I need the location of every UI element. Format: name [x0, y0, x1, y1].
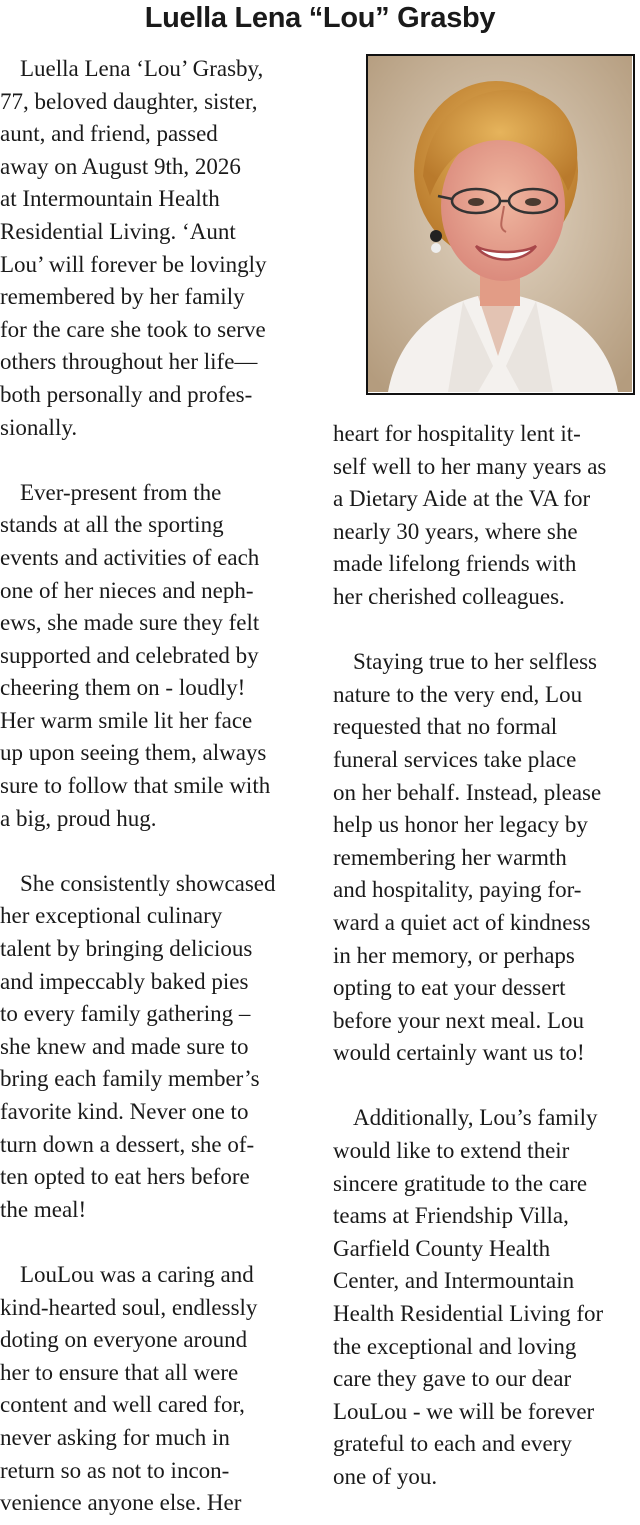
text-line: help us honor her legacy by — [333, 812, 588, 838]
text-line: stands at all the sporting — [0, 512, 224, 538]
text-line: away on August 9th, 2026 — [0, 153, 241, 179]
text-line: at Intermountain Health — [0, 186, 220, 212]
text-line: teams at Friendship Villa, — [333, 1203, 569, 1229]
text-line: both personally and profes- — [0, 381, 253, 407]
text-line: up upon seeing them, always — [0, 740, 267, 766]
text-line: a big, proud hug. — [0, 805, 157, 831]
text-line: remembering her warmth — [333, 844, 567, 870]
text-line: ews, she made sure they felt — [0, 610, 260, 636]
text-line: nature to the very end, Lou — [333, 681, 583, 707]
text-line: favorite kind. Never one to — [0, 1099, 249, 1124]
text-line: requested that no formal — [333, 714, 558, 740]
portrait-photo-icon — [368, 56, 632, 392]
text-line: LouLou - we will be forever — [333, 1398, 595, 1424]
text-line: and impeccably baked pies — [0, 968, 249, 994]
text-line: would certainly want us to! — [333, 1040, 585, 1066]
text-line: bring each family member’s — [0, 1066, 260, 1092]
text-line: funeral services take place — [333, 746, 577, 772]
text-line: Garfield County Health — [333, 1235, 551, 1261]
obituary-title: Luella Lena “Lou” Grasby — [144, 2, 496, 34]
text-line: before your next meal. Lou — [333, 1007, 584, 1033]
text-line: events and activities of each — [0, 544, 260, 570]
paragraph-gap — [0, 835, 314, 868]
left-column — [0, 53, 314, 1520]
text-line: grateful to each and every — [333, 1431, 572, 1457]
text-line: opting to eat your dessert — [333, 975, 566, 1001]
text-line: doting on everyone around — [0, 1327, 248, 1353]
text-line: Residential Living. ‘Aunt — [0, 218, 236, 244]
paragraph-gap — [333, 1070, 640, 1103]
text-line: in her memory, or perhaps — [333, 942, 575, 968]
text-line: one of her nieces and neph- — [0, 577, 254, 603]
portrait-photo — [366, 54, 635, 395]
text-line: 77, beloved daughter, sister, — [0, 88, 258, 114]
text-line: Ever-present from the — [20, 479, 222, 505]
text-line: to every family gathering – — [0, 1001, 251, 1027]
text-line: she knew and made sure to — [0, 1033, 249, 1059]
text-line: Center, and Intermountain — [333, 1268, 575, 1294]
text-line: for the care she took to serve — [0, 316, 266, 342]
text-line: others throughout her life— — [0, 349, 258, 375]
text-line: would like to extend their — [333, 1138, 570, 1164]
text-line: self well to her many years as — [333, 453, 607, 479]
text-line: Health Residential Living for — [333, 1301, 604, 1327]
text-line: venience anyone else. Her — [0, 1490, 242, 1516]
right-column — [333, 418, 640, 1494]
text-line: one of you. — [333, 1464, 438, 1489]
text-line: supported and celebrated by — [0, 642, 259, 668]
text-line: Luella Lena ‘Lou’ Grasby, — [20, 56, 264, 81]
text-line: sure to follow that smile with — [0, 773, 271, 799]
text-line: care they gave to our dear — [333, 1366, 572, 1392]
text-line: turn down a dessert, she of- — [0, 1131, 255, 1157]
text-line: made lifelong friends with — [333, 551, 577, 577]
text-line: her cherished colleagues. — [333, 583, 565, 609]
text-line: cheering them on - loudly! — [0, 675, 246, 701]
text-line: She consistently showcased — [20, 870, 276, 896]
text-line: Her warm smile lit her face — [0, 707, 253, 733]
text-line: kind-hearted soul, endlessly — [0, 1294, 258, 1320]
text-line: nearly 30 years, where she — [333, 518, 578, 544]
text-line: talent by bringing delicious — [0, 936, 253, 962]
text-line: ten opted to eat hers before — [0, 1164, 250, 1190]
text-line: remembered by her family — [0, 284, 245, 310]
text-line: the meal! — [0, 1196, 87, 1222]
text-line: content and well cared for, — [0, 1392, 245, 1418]
text-line: the exceptional and loving — [333, 1333, 577, 1359]
paragraph-gap — [333, 614, 640, 647]
text-line: Staying true to her selfless — [353, 649, 598, 675]
text-line: her exceptional culinary — [0, 903, 223, 929]
text-line: a Dietary Aide at the VA for — [333, 486, 591, 512]
text-line: never asking for much in — [0, 1424, 230, 1450]
text-line: ward a quiet act of kindness — [333, 909, 591, 935]
text-line: return so as not to incon- — [0, 1457, 230, 1483]
text-line: on her behalf. Instead, please — [333, 779, 602, 805]
paragraph-gap — [0, 444, 314, 477]
text-line: her to ensure that all were — [0, 1359, 239, 1385]
text-line: sionally. — [0, 414, 78, 440]
text-line: aunt, and friend, passed — [0, 121, 218, 147]
text-line: sincere gratitude to the care — [333, 1170, 588, 1196]
text-line: LouLou was a caring and — [20, 1261, 254, 1287]
text-line: Lou’ will forever be lovingly — [0, 251, 267, 277]
paragraph-gap — [0, 1226, 314, 1259]
text-line: heart for hospitality lent it- — [333, 421, 581, 446]
text-line: and hospitality, paying for- — [333, 877, 582, 903]
text-line: Additionally, Lou’s family — [353, 1105, 598, 1131]
